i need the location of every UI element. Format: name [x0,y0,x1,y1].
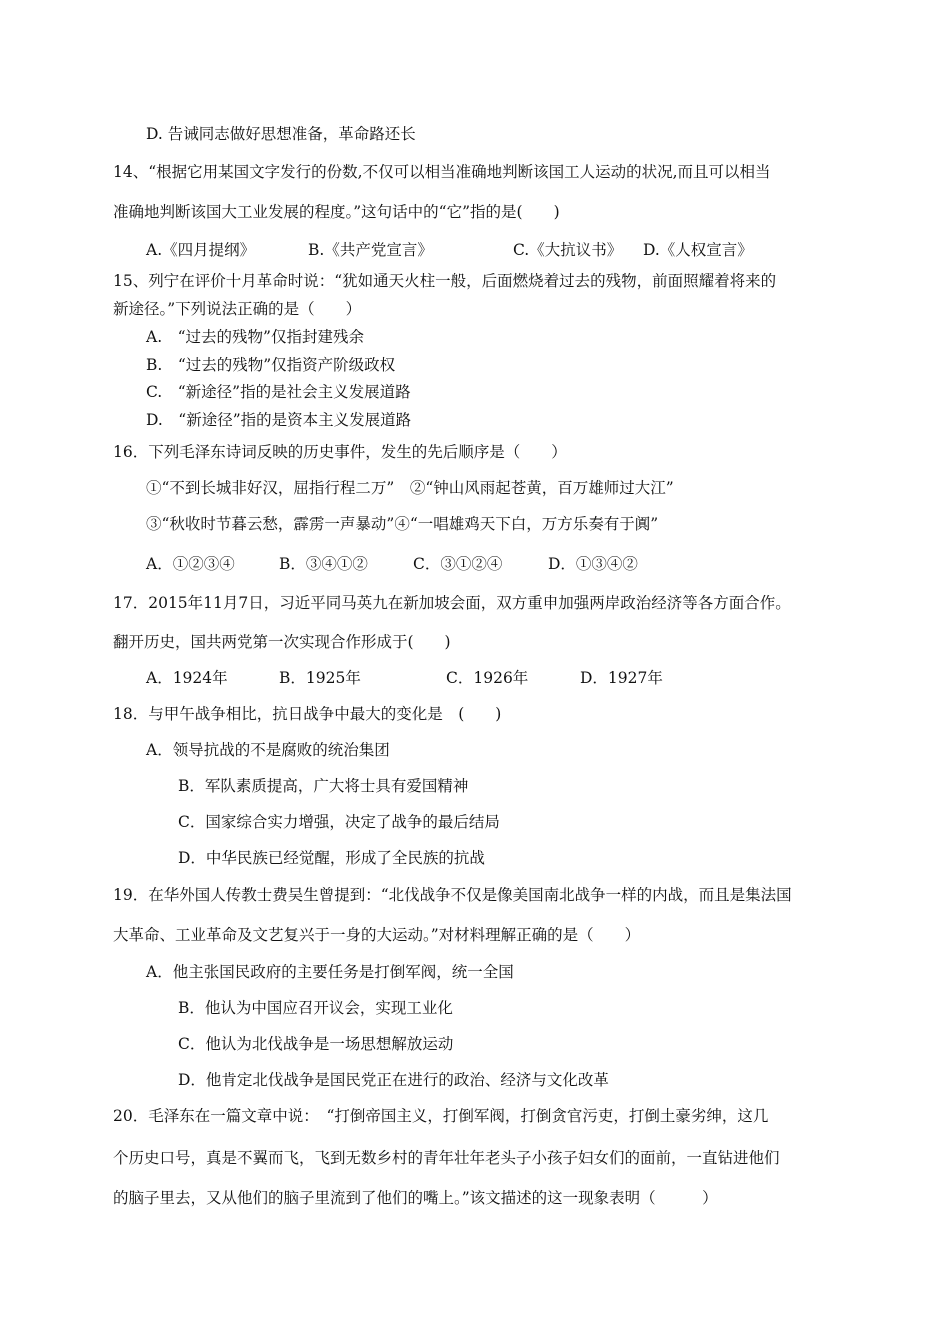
q19-option-c: C．他认为北伐战争是一场思想解放运动 [178,1035,454,1053]
q14-option-d: D.《人权宣言》 [643,241,753,259]
q13-option-d: D. 告诫同志做好思想准备，革命路还长 [146,125,416,143]
q16-stem: 16．下列毛泽东诗词反映的历史事件，发生的先后顺序是（ ） [113,443,567,461]
q18-option-d: D．中华民族已经觉醒，形成了全民族的抗战 [178,849,485,867]
q18-option-c: C．国家综合实力增强，决定了战争的最后结局 [178,813,500,831]
q16-option-c: C．③①②④ [413,555,503,573]
q15-stem-line2: 新途径。”下列说法正确的是（ ） [113,300,362,318]
q17-stem-line1: 17．2015年11月7日，习近平同马英九在新加坡会面，双方重申加强两岸政治经济等各方面合作。 [113,594,791,612]
q19-stem-line1: 19．在华外国人传教士费吴生曾提到：“北伐战争不仅是像美国南北战争一样的内战，而且是集法国 [113,886,792,904]
q15-option-a: A. “过去的残物”仅指封建残余 [146,328,364,346]
q14-option-a: A.《四月提纲》 [146,241,256,259]
q18-option-b: B．军队素质提高，广大将士具有爱国精神 [178,777,469,795]
q17-stem-line2: 翻开历史，国共两党第一次实现合作形成于( ) [113,633,451,651]
q19-option-b: B．他认为中国应召开议会，实现工业化 [178,999,453,1017]
q14-stem-line1: 14、“根据它用某国文字发行的份数,不仅可以相当准确地判断该国工人运动的状况,而且可以相当 [113,163,771,181]
q14-option-c: C.《大抗议书》 [513,241,623,259]
q16-option-a: A．①②③④ [146,555,235,573]
q16-poem-line1: ①“不到长城非好汉，屈指行程二万” ②“钟山风雨起苍黄，百万雄师过大江” [146,479,674,497]
q15-option-c: C. “新途径”指的是社会主义发展道路 [146,383,411,401]
q15-stem-line1: 15、列宁在评价十月革命时说：“犹如通天火柱一般，后面燃烧着过去的残物，前面照耀着将来的 [113,272,777,290]
q17-option-d: D．1927年 [580,669,663,687]
q19-option-d: D．他肯定北伐战争是国民党正在进行的政治、经济与文化改革 [178,1071,609,1089]
q17-option-c: C．1926年 [446,669,529,687]
q18-stem: 18．与甲午战争相比，抗日战争中最大的变化是 ( ) [113,705,502,723]
q16-poem-line2: ③“秋收时节暮云愁，霹雳一声暴动”④“一唱雄鸡天下白，万方乐奏有于阗” [146,515,659,533]
q17-option-a: A．1924年 [146,669,228,687]
q19-stem-line2: 大革命、工业革命及文艺复兴于一身的大运动。”对材料理解正确的是（ ） [113,926,641,944]
q20-stem-line1: 20．毛泽东在一篇文章中说： “打倒帝国主义，打倒军阀，打倒贪官污吏，打倒土豪劣绅，这几 [113,1107,769,1125]
q14-stem-line2: 准确地判断该国大工业发展的程度。”这句话中的“它”指的是( ) [113,203,560,221]
q15-option-d: D. “新途径”指的是资本主义发展道路 [146,411,412,429]
q16-option-b: B．③④①② [279,555,368,573]
q15-option-b: B. “过去的残物”仅指资产阶级政权 [146,356,396,374]
q17-option-b: B．1925年 [279,669,361,687]
q14-option-b: B.《共产党宣言》 [308,241,433,259]
q19-option-a: A．他主张国民政府的主要任务是打倒军阀，统一全国 [146,963,514,981]
q20-stem-line2: 个历史口号，真是不翼而飞，飞到无数乡村的青年壮年老头子小孩子妇女们的面前，一直钻进他们 [113,1149,780,1167]
q16-option-d: D．①③④② [548,555,638,573]
q18-option-a: A．领导抗战的不是腐败的统治集团 [146,741,390,759]
q20-stem-line3: 的脑子里去，又从他们的脑子里流到了他们的嘴上。”该文描述的这一现象表明（ ） [113,1189,718,1207]
